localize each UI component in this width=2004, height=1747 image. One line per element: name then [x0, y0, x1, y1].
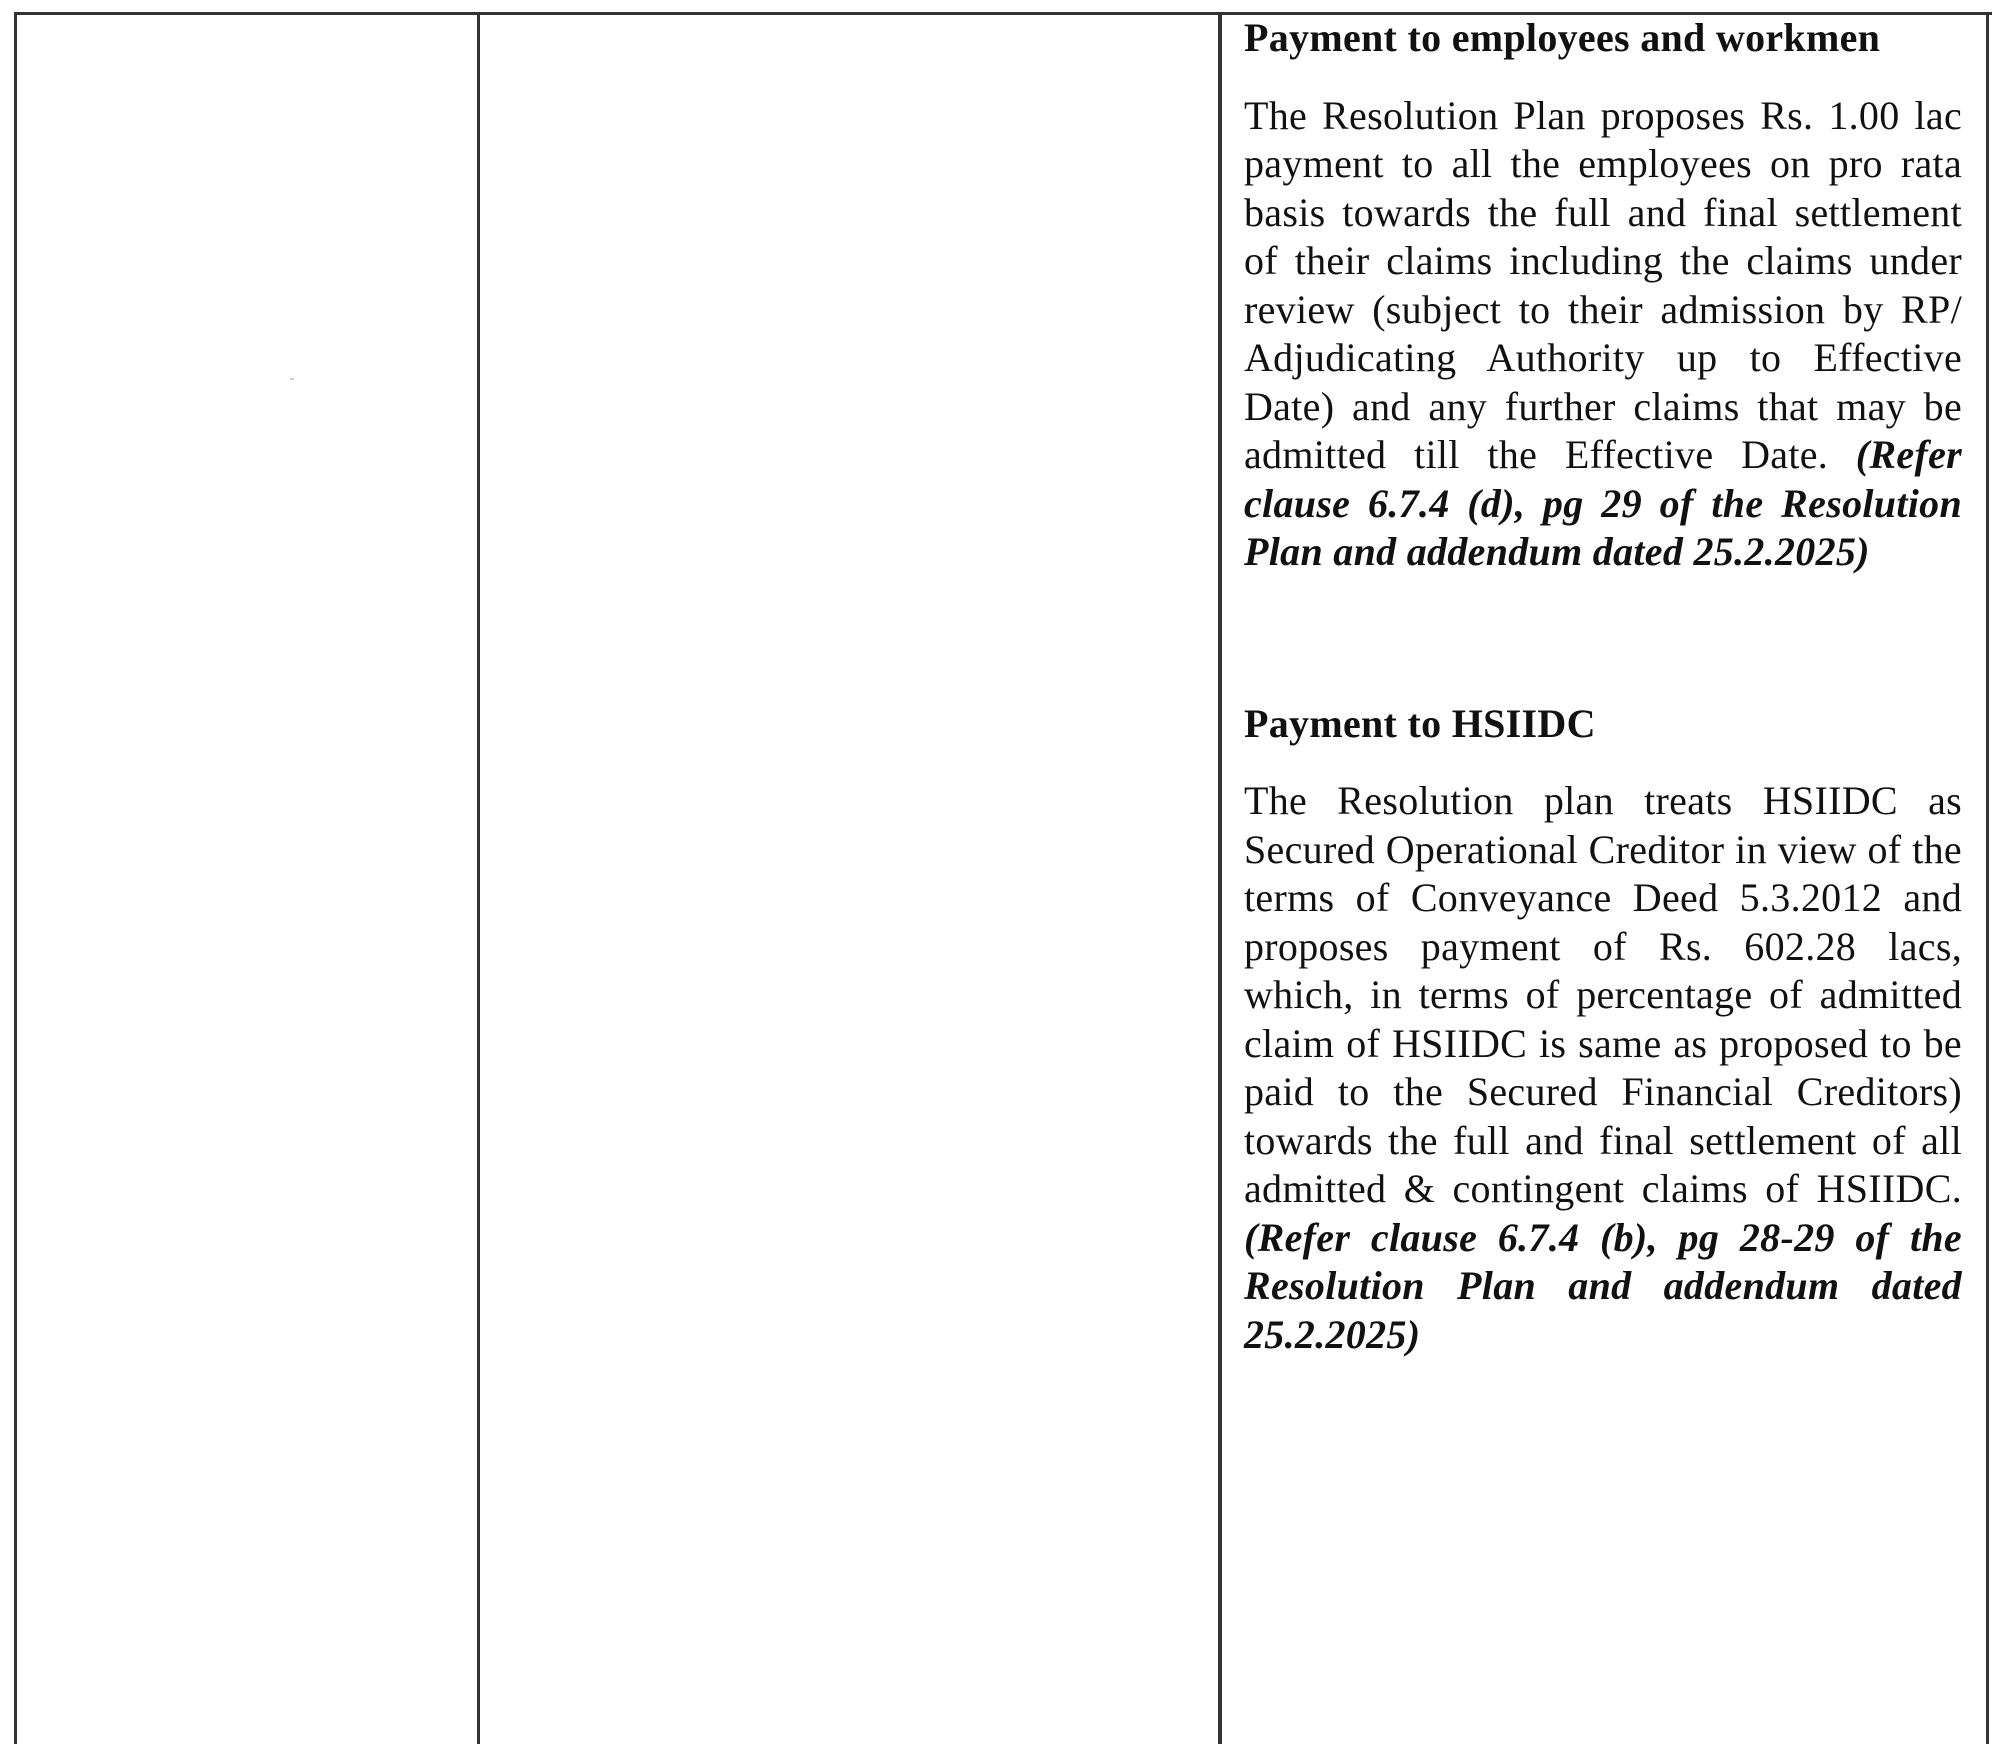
- section-reference-hsiidc: (Refer clause 6.7.4 (b), pg 28-29 of the Resolution Plan and addendum dated 25.2.2025): [1244, 1214, 1962, 1357]
- table-cell-column-3: [1222, 12, 1986, 1744]
- table-cell-column-1: [17, 12, 477, 1744]
- section-heading-hsiidc: Payment to HSIIDC: [1244, 700, 1596, 746]
- section-text-employees: The Resolution Plan proposes Rs. 1.00 lac payment to all the employees on pro rata basis towards the full and final settlement of their claims including the claims under review (subject to their admission by RP/ Adjudicating Authority up to Effective Date) and any further claims that may be admitted till the Effective Date.: [1244, 92, 1962, 477]
- section-text-hsiidc: The Resolution plan treats HSIIDC as Secured Operational Creditor in view of the terms of Conveyance Deed 5.3.2012 and proposes payment of Rs. 602.28 lacs, which, in terms of percentage of admitted claim of HSIIDC is same as proposed to be paid to the Secured Financial Creditors) towards the full and final settlement of all admitted & contingent claims of HSIIDC.: [1244, 778, 1962, 1211]
- section-heading-employees: Payment to employees and workmen: [1244, 15, 1881, 60]
- section-reference-employees: (Refer clause 6.7.4 (d), pg 29 of the Resolution Plan and addendum dated 25.2.2025): [1244, 432, 1962, 574]
- section-body-hsiidc: [1244, 777, 1962, 1359]
- scan-artifact: [290, 378, 294, 380]
- table-border-right: [1986, 12, 1989, 1744]
- section-body-employees: [1244, 92, 1962, 577]
- table-cell-column-2: [480, 12, 1218, 1744]
